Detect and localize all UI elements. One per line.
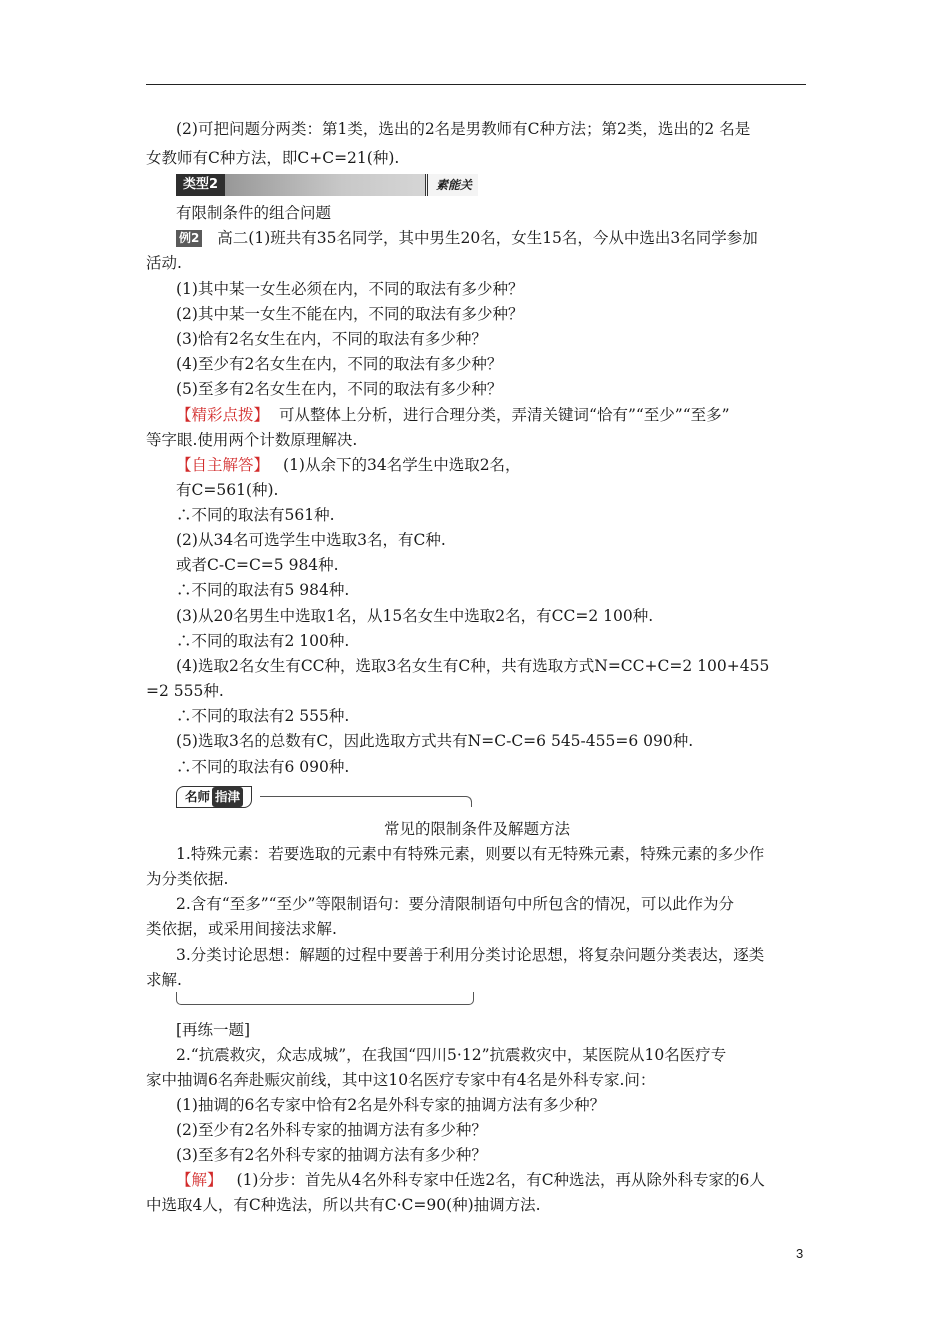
text-line: (2)可把问题分两类：第1类，选出的2名是男教师有C种方法；第2类，选出的2 名是 bbox=[176, 120, 751, 138]
solution-label: 【自主解答】 bbox=[176, 456, 270, 474]
question-3: (3)恰有2名女生在内，不同的取法有多少种？ bbox=[176, 330, 487, 348]
page-number: 3 bbox=[796, 1246, 804, 1261]
text-line: ∴不同的取法有2 100种. bbox=[176, 632, 350, 650]
text-line: ∴不同的取法有561种. bbox=[176, 506, 335, 524]
teacher-box-rule bbox=[260, 796, 472, 807]
text-line: ∴不同的取法有6 090种. bbox=[176, 758, 350, 776]
text-line: 3.分类讨论思想：解题的过程中要善于利用分类讨论思想，将复杂问题分类表达，逐类 bbox=[176, 946, 765, 964]
text-line: 为分类依据. bbox=[146, 870, 229, 888]
solution-line: 【自主解答】 (1)从余下的34名学生中选取2名， bbox=[176, 456, 521, 474]
text-line: (4)选取2名女生有CC种，选取3名女生有C种，共有选取方式N=CC+C=2 100+455 bbox=[176, 657, 770, 675]
section-title: 有限制条件的组合问题 bbox=[176, 204, 332, 222]
example-tag: 例2 bbox=[176, 230, 202, 247]
text-line: (5)选取3名的总数有C，因此选取方式共有N=C-C=6 545-455=6 090种. bbox=[176, 732, 694, 750]
question-5: (5)至多有2名女生在内，不同的取法有多少种？ bbox=[176, 380, 503, 398]
header-rule bbox=[146, 84, 806, 85]
practice-question-1: (1)抽调的6名专家中恰有2名是外科专家的抽调方法有多少种？ bbox=[176, 1096, 606, 1114]
example-line: 例2 高二(1)班共有35名同学，其中男生20名，女生15名，今从中选出3名同学参加 bbox=[176, 226, 808, 251]
answer-line: 【解】 (1)分步：首先从4名外科专家中任选2名，有C种选法，再从除外科专家的6人 bbox=[176, 1171, 765, 1189]
answer-label: 【解】 bbox=[176, 1171, 223, 1189]
text-line: (3)从20名男生中选取1名，从15名女生中选取2名，有CC=2 100种. bbox=[176, 607, 654, 625]
type-banner bbox=[176, 174, 478, 196]
text-line: 类依据，或采用间接法求解. bbox=[146, 920, 337, 938]
teacher-tag: 名师 指津 bbox=[176, 786, 252, 808]
text-line: 求解. bbox=[146, 971, 182, 989]
text-line: 有C=561(种). bbox=[176, 481, 279, 499]
practice-question-2: (2)至少有2名外科专家的抽调方法有多少种？ bbox=[176, 1121, 487, 1139]
text-line: 活动. bbox=[146, 254, 182, 272]
text-line: (2)从34名可选学生中选取3名，有C种. bbox=[176, 531, 446, 549]
text-line: 中选取4人，有C种选法，所以共有C·C=90(种)抽调方法. bbox=[146, 1196, 541, 1214]
text-line: 等字眼.使用两个计数原理解决. bbox=[146, 431, 358, 449]
question-2: (2)其中某一女生不能在内，不同的取法有多少种？ bbox=[176, 305, 524, 323]
text-line: =2 555种. bbox=[146, 682, 224, 700]
teacher-box-footer bbox=[176, 992, 474, 1005]
text-line: 家中抽调6名奔赴赈灾前线，其中这10名医疗专家中有4名是外科专家.问： bbox=[146, 1071, 656, 1089]
question-4: (4)至少有2名女生在内，不同的取法有多少种？ bbox=[176, 355, 503, 373]
text-line: ∴不同的取法有2 555种. bbox=[176, 707, 350, 725]
practice-question-3: (3)至多有2名外科专家的抽调方法有多少种？ bbox=[176, 1146, 487, 1164]
text-line: ∴不同的取法有5 984种. bbox=[176, 581, 350, 599]
text-line: 2.含有“至多”“至少”等限制语句：要分清限制语句中所包含的情况，可以此作为分 bbox=[176, 895, 734, 913]
question-1: (1)其中某一女生必须在内，不同的取法有多少种？ bbox=[176, 280, 524, 298]
text-line: 女教师有C种方法，即C+C=21(种). bbox=[146, 149, 400, 167]
hint-line: 【精彩点拨】 可从整体上分析，进行合理分类，弄清关键词“恰有”“至少”“至多” bbox=[176, 406, 730, 424]
practice-label: [再练一题] bbox=[176, 1021, 251, 1039]
teacher-box-header bbox=[176, 786, 472, 808]
text-line: 或者C-C=C=5 984种. bbox=[176, 556, 339, 574]
type-right-tag: 素能关 bbox=[425, 174, 478, 196]
text-line: 1.特殊元素：若要选取的元素中有特殊元素，则要以有无特殊元素，特殊元素的多少作 bbox=[176, 845, 765, 863]
teacher-title: 常见的限制条件及解题方法 bbox=[383, 820, 570, 838]
type-tag: 类型2 bbox=[176, 174, 225, 196]
text-line: 2.“抗震救灾，众志成城”，在我国“四川5·12”抗震救灾中，某医院从10名医疗专 bbox=[176, 1046, 727, 1064]
hint-label: 【精彩点拨】 bbox=[176, 406, 270, 424]
